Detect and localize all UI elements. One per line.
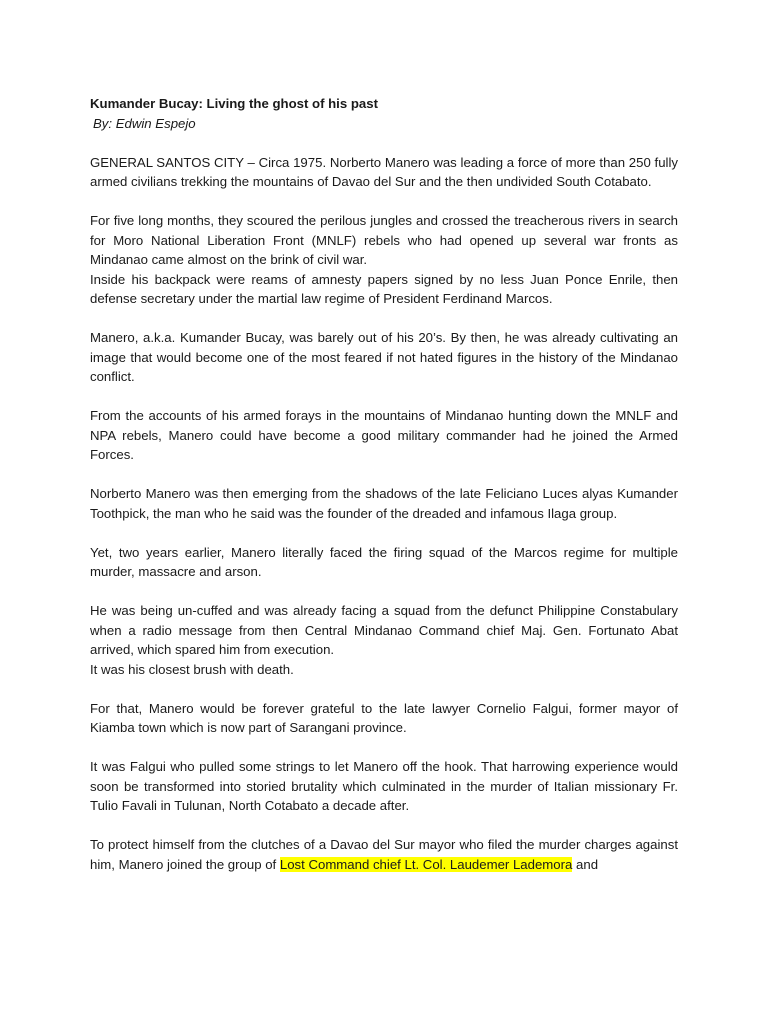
paragraph: Norberto Manero was then emerging from the shadows of the late Feliciano Luces alyas Kumander Toothpick, the man who he said was the founder of the dreaded and infamous Ilaga group. bbox=[90, 486, 678, 521]
paragraph: GENERAL SANTOS CITY – Circa 1975. Norberto Manero was leading a force of more than 250 fully armed civilians trekking the mountains of Davao del Sur and the then undivided South Cotabato. bbox=[90, 154, 678, 189]
highlighted-text: Lost Command chief Lt. Col. Laudemer Lademora bbox=[279, 856, 573, 872]
paragraph: From the accounts of his armed forays in the mountains of Mindanao hunting down the MNLF and NPA rebels, Manero could have become a good military commander had he joined the Armed Forces. bbox=[90, 408, 678, 462]
paragraph: He was being un-cuffed and was already facing a squad from the defunct Philippine Constabulary when a radio message from then Central Mindanao Command chief Maj. Gen. Fortunato Abat arrived, which spared him from execution. bbox=[90, 603, 678, 657]
paragraph: It was Falgui who pulled some strings to let Manero off the hook. That harrowing experience would soon be transformed into storied brutality which culminated in the murder of Italian missionary Fr. Tulio Favali in Tulunan, North Cotabato a decade after. bbox=[90, 759, 678, 813]
paragraph-last bbox=[90, 835, 678, 874]
paragraph: Yet, two years earlier, Manero literally faced the firing squad of the Marcos regime for multiple murder, massacre and arson. bbox=[90, 544, 678, 579]
article-title: Kumander Bucay: Living the ghost of his past bbox=[90, 96, 378, 111]
paragraph: Manero, a.k.a. Kumander Bucay, was barely out of his 20’s. By then, he was already cultivating an image that would become one of the most feared if not hated figures in the history of the Mindanao conflict. bbox=[90, 330, 678, 384]
paragraph-text: To protect himself from the clutches of a Davao del Sur mayor who filed the murder charges against him, Manero joined the group of bbox=[90, 837, 678, 872]
paragraph: For five long months, they scoured the perilous jungles and crossed the treacherous rivers in search for Moro National Liberation Front (MNLF) rebels who had opened up several war fronts as Mindanao came almost on the brink of civil war. bbox=[90, 213, 678, 267]
paragraph: Inside his backpack were reams of amnesty papers signed by no less Juan Ponce Enrile, then defense secretary under the martial law regime of President Ferdinand Marcos. bbox=[90, 271, 678, 306]
document-page bbox=[90, 94, 678, 894]
paragraph-text: and bbox=[572, 856, 599, 872]
article-byline: By: Edwin Espejo bbox=[93, 115, 196, 131]
paragraph: For that, Manero would be forever grateful to the late lawyer Cornelio Falgui, former mayor of Kiamba town which is now part of Sarangani province. bbox=[90, 700, 678, 735]
paragraph: It was his closest brush with death. bbox=[90, 661, 294, 677]
